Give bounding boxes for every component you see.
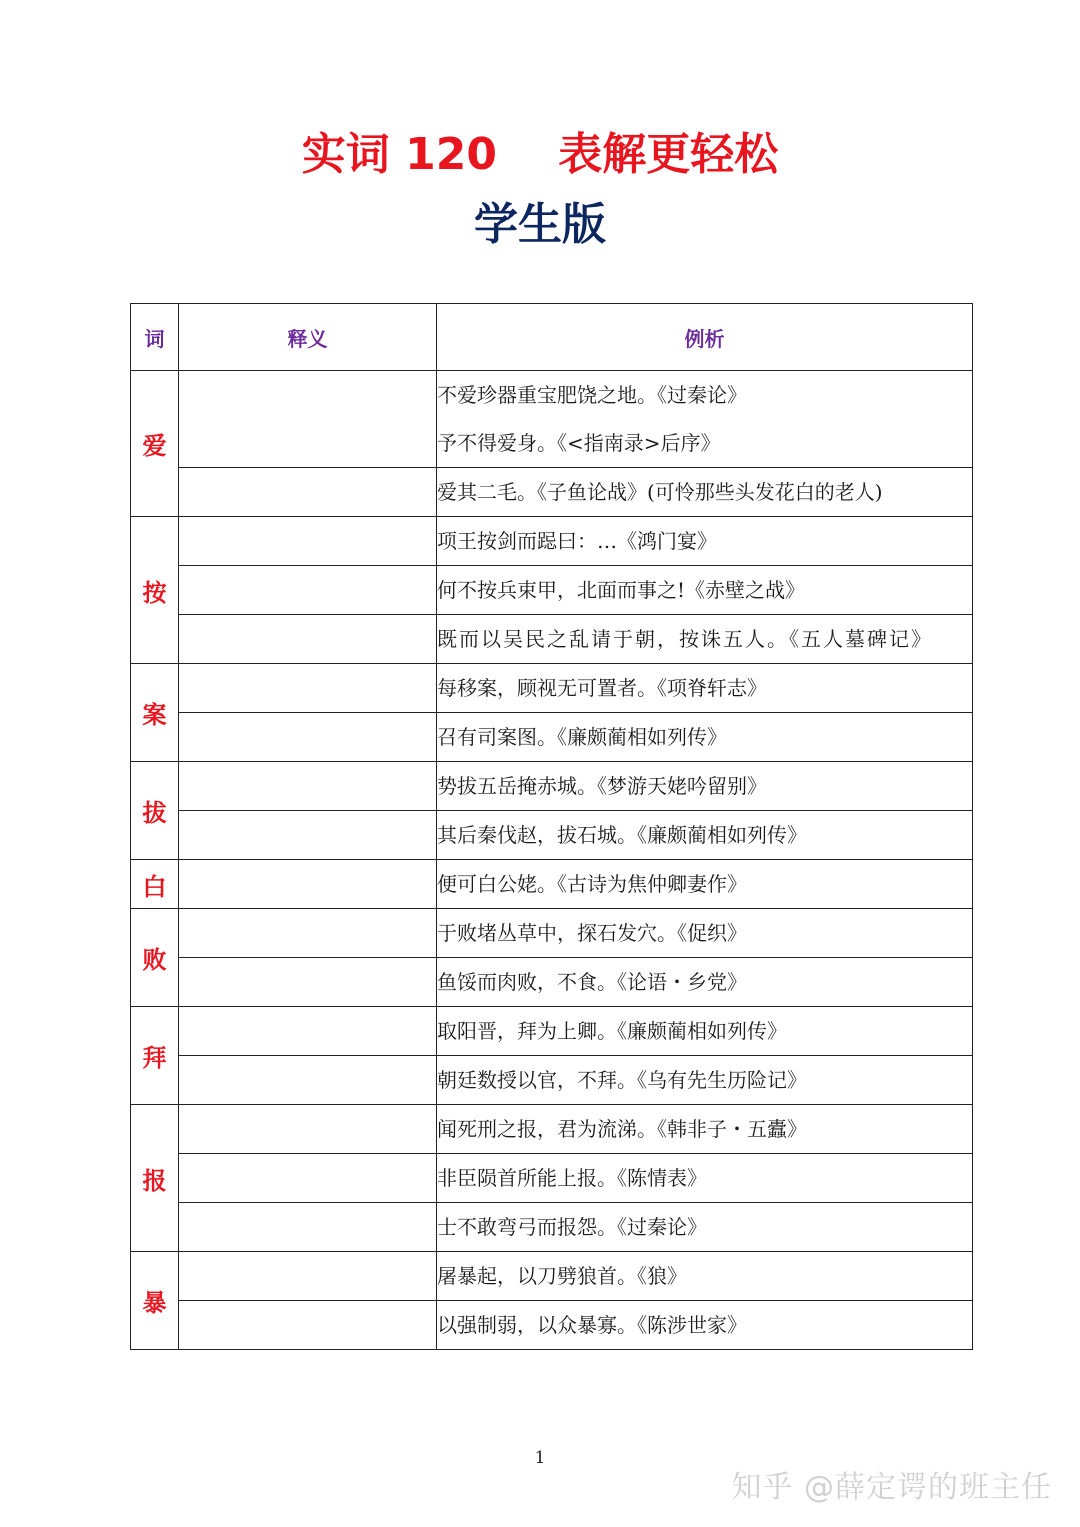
header-example: 例析	[437, 304, 973, 371]
example-cell	[437, 468, 973, 517]
example-cell	[437, 1056, 973, 1105]
example-text: 朝廷数授以官，不拜。《乌有先生历险记》	[437, 1068, 807, 1092]
example-cell	[437, 1154, 973, 1203]
example-text: 既而以吴民之乱请于朝，按诛五人。《五人墓碑记》	[437, 627, 933, 651]
example-text: 以强制弱，以众暴寡。《陈涉世家》	[437, 1313, 747, 1337]
example-text: 鱼馁而肉败，不食。《论语・乡党》	[437, 970, 747, 994]
word-cell: 报	[131, 1105, 179, 1252]
page-number: 1	[534, 1448, 546, 1468]
example-text: 闻死刑之报，君为流涕。《韩非子・五蠹》	[437, 1117, 807, 1141]
document-title: 实词 120 表解更轻松	[301, 129, 779, 180]
header-meaning: 释义	[179, 304, 437, 371]
example-cell	[437, 1203, 973, 1252]
meaning-cell	[179, 1056, 437, 1105]
word-cell: 案	[131, 664, 179, 762]
meaning-cell	[179, 615, 437, 664]
example-cell	[437, 371, 973, 468]
table-row	[131, 371, 973, 468]
example-cell	[437, 1252, 973, 1301]
word-cell: 拜	[131, 1007, 179, 1105]
table-row	[131, 860, 973, 909]
example-text: 不爱珍器重宝肥饶之地。《过秦论》	[437, 383, 747, 407]
meaning-cell	[179, 1203, 437, 1252]
example-text: 爱其二毛。《子鱼论战》(可怜那些头发花白的老人)	[437, 480, 883, 504]
table-row	[131, 566, 973, 615]
meaning-cell	[179, 958, 437, 1007]
example-cell	[437, 615, 973, 664]
table-row	[131, 909, 973, 958]
example-text: 便可白公姥。《古诗为焦仲卿妻作》	[437, 872, 747, 896]
example-text: 非臣陨首所能上报。《陈情表》	[437, 1166, 707, 1190]
example-cell	[437, 713, 973, 762]
document-subtitle: 学生版	[474, 199, 606, 250]
watermark: 知乎 @薛定谔的班主任	[731, 1470, 1052, 1505]
example-cell	[437, 1105, 973, 1154]
meaning-cell	[179, 566, 437, 615]
header-word: 词	[131, 304, 179, 371]
example-cell	[437, 517, 973, 566]
table-row	[131, 811, 973, 860]
table-row	[131, 664, 973, 713]
table-row	[131, 1154, 973, 1203]
meaning-cell	[179, 762, 437, 811]
meaning-cell	[179, 468, 437, 517]
meaning-cell	[179, 1154, 437, 1203]
example-cell	[437, 1007, 973, 1056]
word-cell: 爱	[131, 371, 179, 517]
meaning-cell	[179, 1252, 437, 1301]
word-cell: 败	[131, 909, 179, 1007]
table-row	[131, 958, 973, 1007]
table-row	[131, 1301, 973, 1350]
example-text: 项王按剑而跽曰：…《鸿门宴》	[437, 529, 717, 553]
example-text: 每移案，顾视无可置者。《项脊轩志》	[437, 676, 767, 700]
example-cell	[437, 762, 973, 811]
meaning-cell	[179, 1007, 437, 1056]
table-header-row	[131, 304, 973, 371]
example-text: 势拔五岳掩赤城。《梦游天姥吟留别》	[437, 774, 767, 798]
meaning-cell	[179, 371, 437, 468]
word-cell: 白	[131, 860, 179, 909]
table-row	[131, 468, 973, 517]
word-cell: 暴	[131, 1252, 179, 1350]
table-row	[131, 615, 973, 664]
word-cell: 拔	[131, 762, 179, 860]
example-text: 取阳晋，拜为上卿。《廉颇蔺相如列传》	[437, 1019, 787, 1043]
table-row	[131, 713, 973, 762]
example-text: 于败堵丛草中，探石发穴。《促织》	[437, 921, 747, 945]
table-row	[131, 1007, 973, 1056]
example-cell	[437, 1301, 973, 1350]
example-cell	[437, 664, 973, 713]
meaning-cell	[179, 811, 437, 860]
table-row	[131, 1105, 973, 1154]
word-cell: 按	[131, 517, 179, 664]
table-row	[131, 1056, 973, 1105]
table-row	[131, 517, 973, 566]
meaning-cell	[179, 860, 437, 909]
meaning-cell	[179, 713, 437, 762]
meaning-cell	[179, 1105, 437, 1154]
example-text: 士不敢弯弓而报怨。《过秦论》	[437, 1215, 707, 1239]
example-text: 其后秦伐赵，拔石城。《廉颇蔺相如列传》	[437, 823, 807, 847]
example-cell	[437, 909, 973, 958]
example-text: 屠暴起，以刀劈狼首。《狼》	[437, 1264, 687, 1288]
example-cell	[437, 860, 973, 909]
example-text: 予不得爱身。《<指南录>后序》	[437, 431, 721, 455]
table-row	[131, 1252, 973, 1301]
example-cell	[437, 566, 973, 615]
table-row	[131, 1203, 973, 1252]
vocabulary-table	[130, 303, 973, 1350]
example-cell	[437, 958, 973, 1007]
meaning-cell	[179, 664, 437, 713]
meaning-cell	[179, 1301, 437, 1350]
example-text: 何不按兵束甲，北面而事之!《赤壁之战》	[437, 578, 806, 602]
example-text: 召有司案图。《廉颇蔺相如列传》	[437, 725, 727, 749]
example-cell	[437, 811, 973, 860]
meaning-cell	[179, 909, 437, 958]
table-row	[131, 762, 973, 811]
meaning-cell	[179, 517, 437, 566]
